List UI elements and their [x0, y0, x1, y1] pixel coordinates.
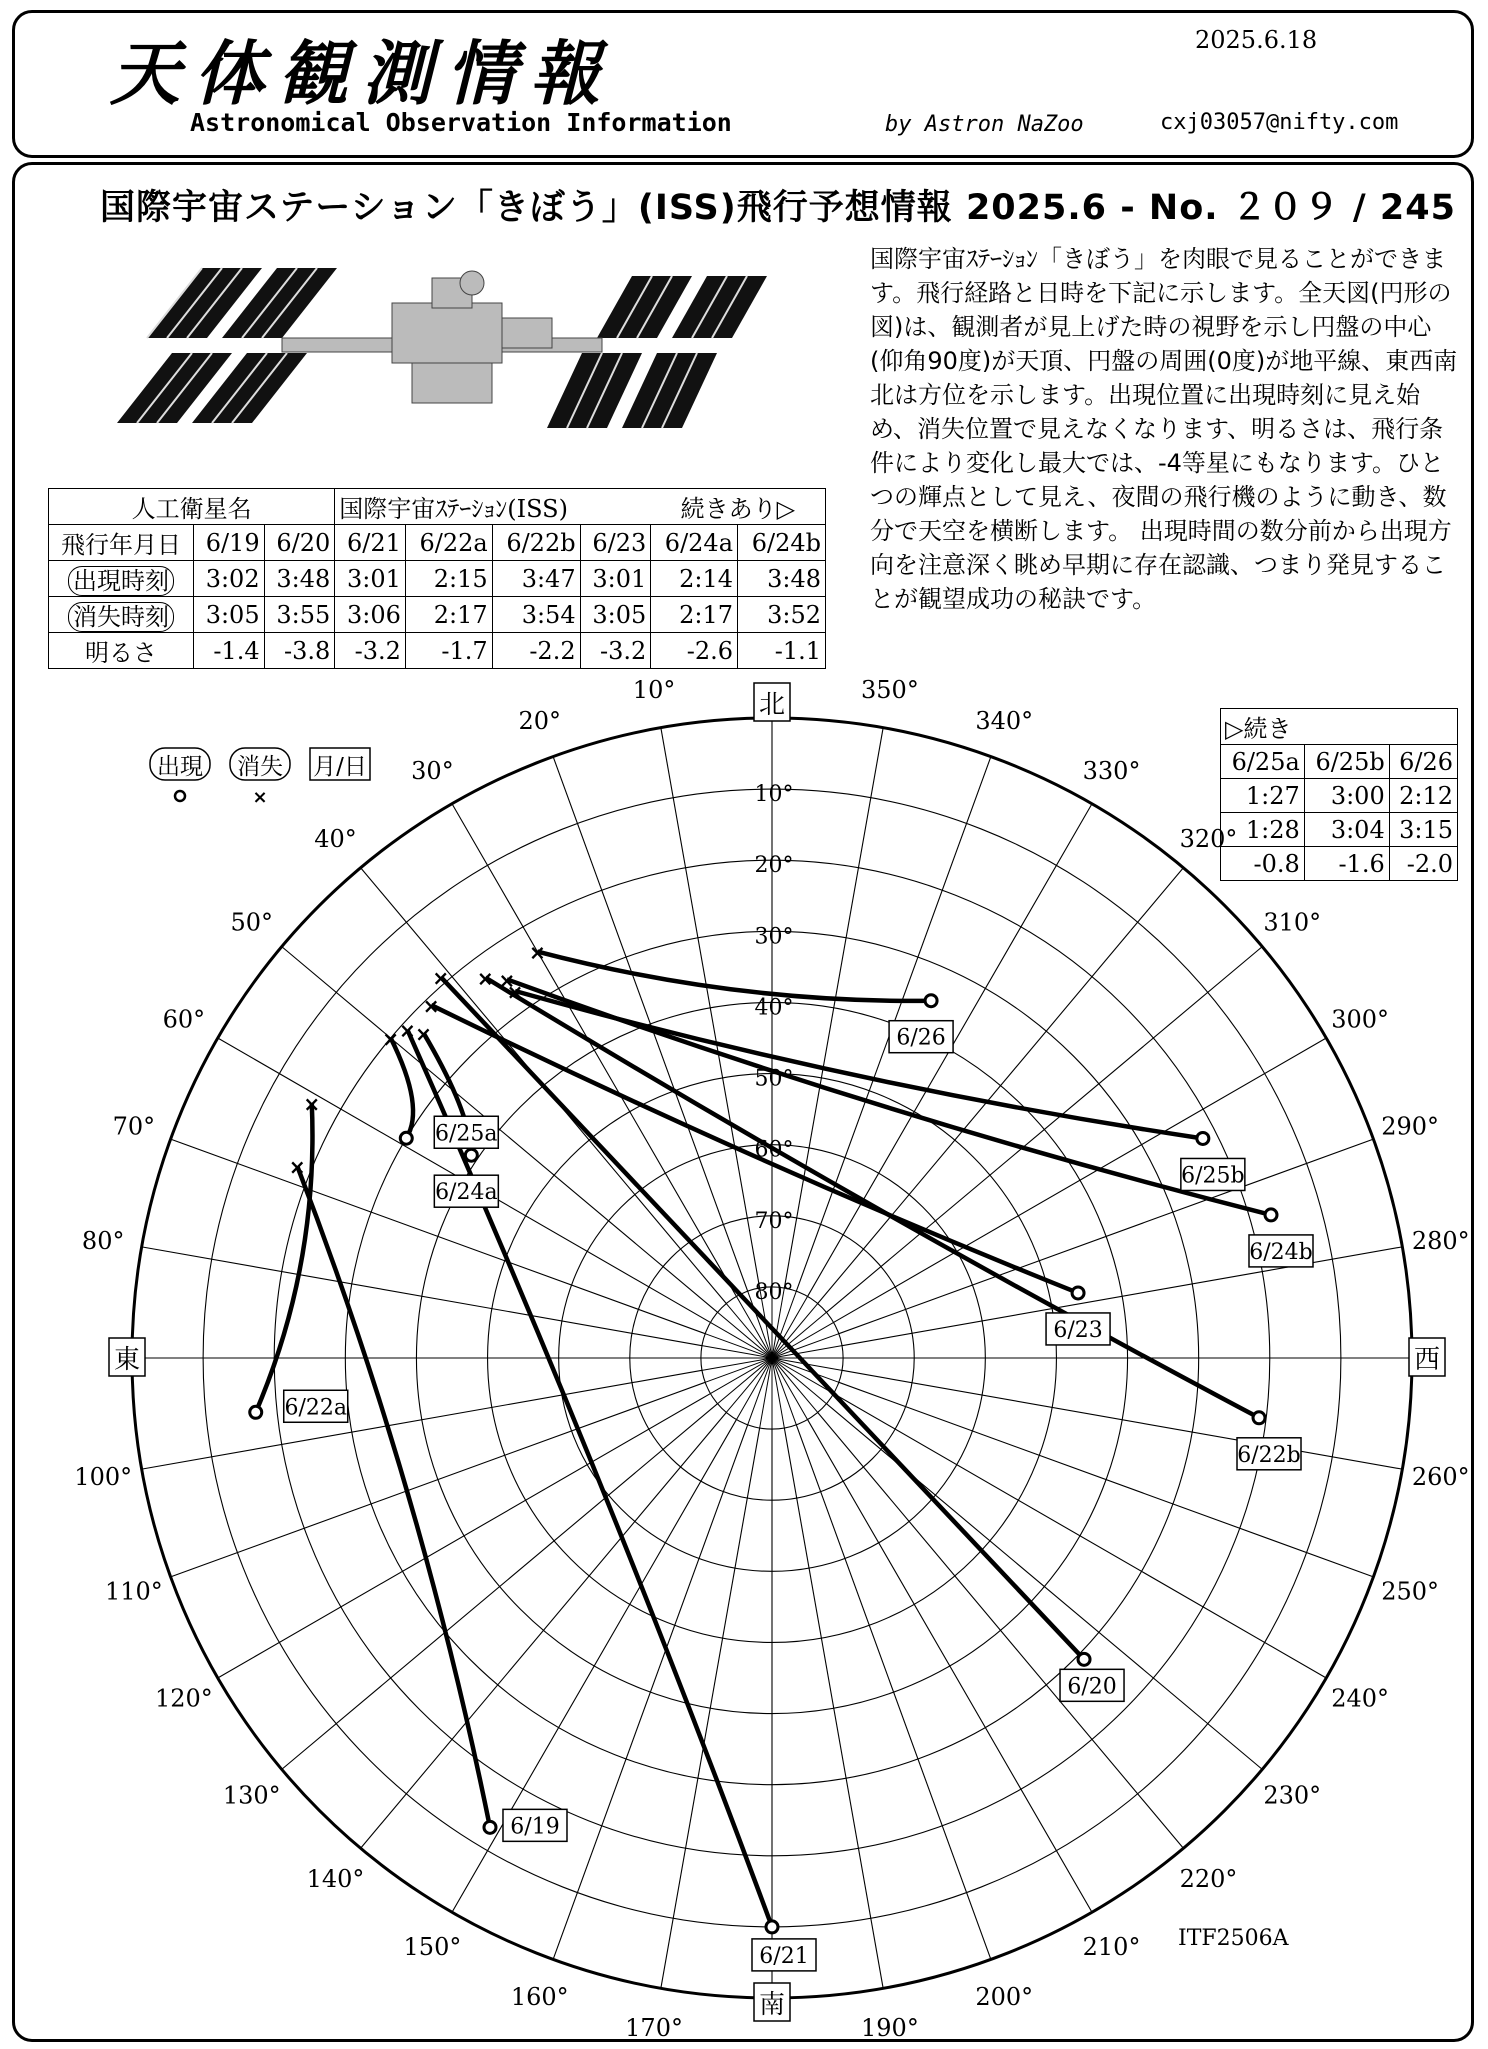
- appear-mark: [1265, 1209, 1277, 1221]
- appear-time-cell: 3:47: [492, 561, 580, 597]
- date-cell: 6/25b: [1304, 745, 1389, 779]
- direction-south: 南: [758, 1990, 786, 2020]
- azimuth-label: 120°: [154, 1684, 213, 1713]
- azimuth-line: [553, 757, 748, 1292]
- vanish-mark: ×: [288, 1155, 306, 1180]
- azimuth-line: [842, 1370, 1402, 1469]
- azimuth-label: 300°: [1331, 1005, 1390, 1034]
- appear-time-cell: 3:48: [264, 561, 335, 597]
- date-cell: 6/24b: [738, 525, 826, 561]
- legend-date: 月/日: [313, 754, 367, 780]
- row-label-vanish: 消失時刻: [68, 602, 174, 632]
- azimuth-line: [661, 728, 760, 1288]
- date-cell: 6/21: [335, 525, 406, 561]
- azimuth-line: [142, 1370, 702, 1469]
- brightness-cell: -2.2: [492, 633, 580, 669]
- direction-east: 東: [113, 1345, 141, 1375]
- brightness-cell: -3.2: [580, 633, 651, 669]
- row-label-date: 飛行年月日: [49, 525, 194, 561]
- appear-time-cell: 2:14: [651, 561, 738, 597]
- elevation-label: 50°: [754, 1066, 794, 1092]
- appear-time-cell: 2:15: [405, 561, 492, 597]
- brightness-cell: -2.0: [1389, 847, 1457, 881]
- vanish-time-cell: 3:05: [580, 597, 651, 633]
- azimuth-line: [818, 1412, 1184, 1848]
- headline: 国際宇宙ステーション「きぼう」(ISS)飛行予想情報 2025.6 - No. ２０９ / 245: [100, 188, 1456, 228]
- elevation-label: 60°: [754, 1137, 794, 1163]
- vanish-mark: ×: [506, 980, 524, 1005]
- vanish-time-cell: 3:54: [492, 597, 580, 633]
- pass-label: 6/23: [1053, 1317, 1103, 1343]
- date-cell: 6/23: [580, 525, 651, 561]
- appear-time-cell: 3:48: [738, 561, 826, 597]
- legend-vanish: 消失: [237, 754, 283, 780]
- issue-date: 2025.6.18: [1195, 26, 1318, 54]
- pass-label: 6/25b: [1181, 1163, 1245, 1189]
- appear-mark: [766, 1921, 778, 1933]
- elevation-label: 40°: [754, 995, 794, 1021]
- azimuth-line: [452, 804, 736, 1297]
- brightness-cell: -3.2: [335, 633, 406, 669]
- brightness-cell: -1.6: [1304, 847, 1389, 881]
- azimuth-label: 20°: [518, 706, 562, 735]
- azimuth-label: 140°: [306, 1865, 365, 1894]
- elevation-label: 80°: [754, 1279, 794, 1305]
- elevation-label: 30°: [754, 924, 794, 950]
- azimuth-line: [282, 1404, 718, 1770]
- appear-time-cell: 1:27: [1221, 779, 1305, 813]
- elevation-label: 70°: [754, 1208, 794, 1234]
- vanish-mark: ×: [528, 940, 546, 965]
- page-subtitle: Astronomical Observation Information: [190, 108, 732, 137]
- pass-label: 6/25a: [435, 1121, 498, 1147]
- azimuth-line: [171, 1139, 706, 1334]
- azimuth-line: [839, 1382, 1374, 1577]
- azimuth-label: 330°: [1082, 756, 1141, 785]
- azimuth-line: [553, 1425, 748, 1960]
- appear-time-cell: 3:00: [1304, 779, 1389, 813]
- azimuth-label: 220°: [1179, 1865, 1238, 1894]
- azimuth-line: [361, 1412, 727, 1848]
- appear-mark: [1072, 1287, 1084, 1299]
- pass-label: 6/22b: [1237, 1442, 1301, 1468]
- azimuth-label: 280°: [1411, 1227, 1470, 1256]
- pass-label: 6/20: [1067, 1674, 1117, 1700]
- vanish-time-cell: 3:04: [1304, 813, 1389, 847]
- brightness-cell: -0.8: [1221, 847, 1305, 881]
- direction-north: 北: [758, 690, 786, 720]
- azimuth-label: 210°: [1082, 1933, 1141, 1962]
- azimuth-line: [452, 1420, 736, 1913]
- vanish-time-cell: 3:06: [335, 597, 406, 633]
- date-cell: 6/22a: [405, 525, 492, 561]
- pass-track: [537, 952, 931, 1001]
- date-cell: 6/26: [1389, 745, 1457, 779]
- legend-appear-mark: [175, 791, 185, 801]
- azimuth-label: 40°: [314, 824, 357, 853]
- vanish-mark: ×: [476, 966, 494, 991]
- page-title: 天体観測情報: [110, 33, 614, 115]
- appear-mark: [1078, 1653, 1090, 1665]
- continued-title: ▷続き: [1221, 709, 1458, 745]
- brightness-cell: -3.8: [264, 633, 335, 669]
- vanish-mark: ×: [382, 1027, 400, 1052]
- azimuth-label: 310°: [1263, 908, 1322, 937]
- pass-label: 6/22a: [284, 1395, 347, 1421]
- appear-time-cell: 3:02: [193, 561, 264, 597]
- date-cell: 6/22b: [492, 525, 580, 561]
- azimuth-label: 320°: [1179, 824, 1238, 853]
- azimuth-label: 200°: [975, 1983, 1034, 2012]
- vanish-time-cell: 3:52: [738, 597, 826, 633]
- satellite-label: 人工衛星名: [49, 489, 335, 525]
- azimuth-line: [282, 947, 718, 1313]
- vanish-mark: ×: [415, 1022, 432, 1047]
- vanish-time-cell: 3:05: [193, 597, 264, 633]
- date-cell: 6/25a: [1221, 745, 1305, 779]
- vanish-mark: ×: [303, 1091, 321, 1116]
- appear-time-cell: 2:12: [1389, 779, 1457, 813]
- azimuth-line: [661, 1428, 760, 1988]
- pass-label: 6/19: [510, 1814, 560, 1840]
- direction-west: 西: [1413, 1345, 1441, 1375]
- azimuth-label: 230°: [1263, 1781, 1322, 1810]
- pass-label: 6/21: [759, 1943, 809, 1969]
- azimuth-line: [808, 1420, 1092, 1913]
- appear-mark: [925, 995, 937, 1007]
- azimuth-line: [842, 1247, 1402, 1346]
- author-byline: by Astron NaZoo: [885, 112, 1084, 137]
- continued-label: 続きあり▷: [651, 489, 826, 525]
- row-label-brightness: 明るさ: [49, 633, 194, 669]
- vanish-time-cell: 2:17: [651, 597, 738, 633]
- appear-mark: [465, 1149, 477, 1161]
- azimuth-label: 150°: [403, 1933, 462, 1962]
- elevation-label: 20°: [754, 853, 794, 879]
- pass-track: [485, 977, 1259, 1417]
- footer-code: ITF2506A: [1178, 1926, 1289, 1951]
- vanish-time-cell: 3:15: [1389, 813, 1457, 847]
- appear-mark: [250, 1406, 262, 1418]
- date-cell: 6/24a: [651, 525, 738, 561]
- azimuth-label: 170°: [625, 2013, 683, 2042]
- azimuth-line: [784, 1428, 883, 1988]
- appear-mark: [400, 1132, 412, 1144]
- vanish-time-cell: 2:17: [405, 597, 492, 633]
- azimuth-label: 100°: [74, 1462, 133, 1491]
- row-label-appear: 出現時刻: [68, 566, 174, 596]
- azimuth-label: 340°: [975, 706, 1034, 735]
- brightness-cell: -2.6: [651, 633, 738, 669]
- azimuth-label: 250°: [1381, 1577, 1440, 1606]
- azimuth-line: [796, 1425, 991, 1960]
- vanish-time-cell: 3:55: [264, 597, 335, 633]
- azimuth-label: 80°: [81, 1227, 125, 1256]
- azimuth-label: 110°: [104, 1577, 163, 1606]
- vanish-mark: ×: [498, 968, 516, 993]
- azimuth-label: 290°: [1381, 1112, 1440, 1141]
- vanish-time-cell: 1:28: [1221, 813, 1305, 847]
- vanish-mark: ×: [398, 1018, 416, 1043]
- azimuth-label: 130°: [222, 1781, 281, 1810]
- azimuth-line: [818, 868, 1184, 1304]
- vanish-mark: ×: [422, 994, 440, 1019]
- azimuth-label: 160°: [510, 1983, 569, 2012]
- pass-label: 6/24a: [435, 1180, 498, 1206]
- author-email: cxj03057@nifty.com: [1160, 110, 1399, 135]
- pass-track: [391, 1038, 413, 1138]
- azimuth-label: 70°: [112, 1112, 156, 1141]
- azimuth-line: [834, 1038, 1327, 1322]
- brightness-cell: -1.4: [193, 633, 264, 669]
- pass-track: [407, 1030, 772, 1927]
- satellite-name: 国際宇宙ｽﾃｰｼｮﾝ(ISS): [335, 489, 651, 525]
- azimuth-label: 50°: [230, 908, 274, 937]
- appear-mark: [1197, 1132, 1209, 1144]
- elevation-label: 10°: [754, 782, 794, 808]
- appear-mark: [484, 1821, 496, 1833]
- azimuth-label: 350°: [861, 676, 919, 705]
- vanish-mark: ×: [432, 965, 450, 990]
- brightness-cell: -1.1: [738, 633, 826, 669]
- azimuth-label: 10°: [632, 676, 676, 705]
- azimuth-line: [218, 1394, 711, 1678]
- azimuth-label: 240°: [1331, 1684, 1390, 1713]
- pass-label: 6/26: [896, 1025, 946, 1051]
- appear-time-cell: 3:01: [580, 561, 651, 597]
- azimuth-label: 30°: [411, 756, 454, 785]
- azimuth-label: 190°: [861, 2013, 919, 2042]
- date-cell: 6/19: [193, 525, 264, 561]
- pass-label: 6/24b: [1249, 1239, 1313, 1265]
- appear-time-cell: 3:01: [335, 561, 406, 597]
- description-text: 国際宇宙ｽﾃｰｼｮﾝ「きぼう」を肉眼で見ることができます。飛行経路と日時を下記に示します。全天図(円形の図)は、観測者が見上げた時の視野を示し円盤の中心(仰角90度)が天頂、円盤の周囲(0度)が地平線、東西南北は方位を示します。出現位置に出現時刻に見え始め、消失位置で見えなくなります、明るさは、飛行条件により変化し最大では、-4等星にもなります。ひとつの輝点として見え、夜間の飛行機のように動き、数分で天空を横断します。 出現時間の数分前から出現方向を注意深く眺め早期に存在認識、つまり発見することが観望成功の秘訣です。: [870, 245, 1458, 613]
- azimuth-line: [142, 1247, 702, 1346]
- azimuth-label: 60°: [162, 1005, 206, 1034]
- azimuth-label: 260°: [1411, 1462, 1470, 1491]
- appear-mark: [1253, 1412, 1265, 1424]
- brightness-cell: -1.7: [405, 633, 492, 669]
- legend-appear: 出現: [157, 754, 203, 780]
- legend-vanish-mark: ×: [252, 787, 268, 808]
- azimuth-line: [834, 1394, 1327, 1678]
- date-cell: 6/20: [264, 525, 335, 561]
